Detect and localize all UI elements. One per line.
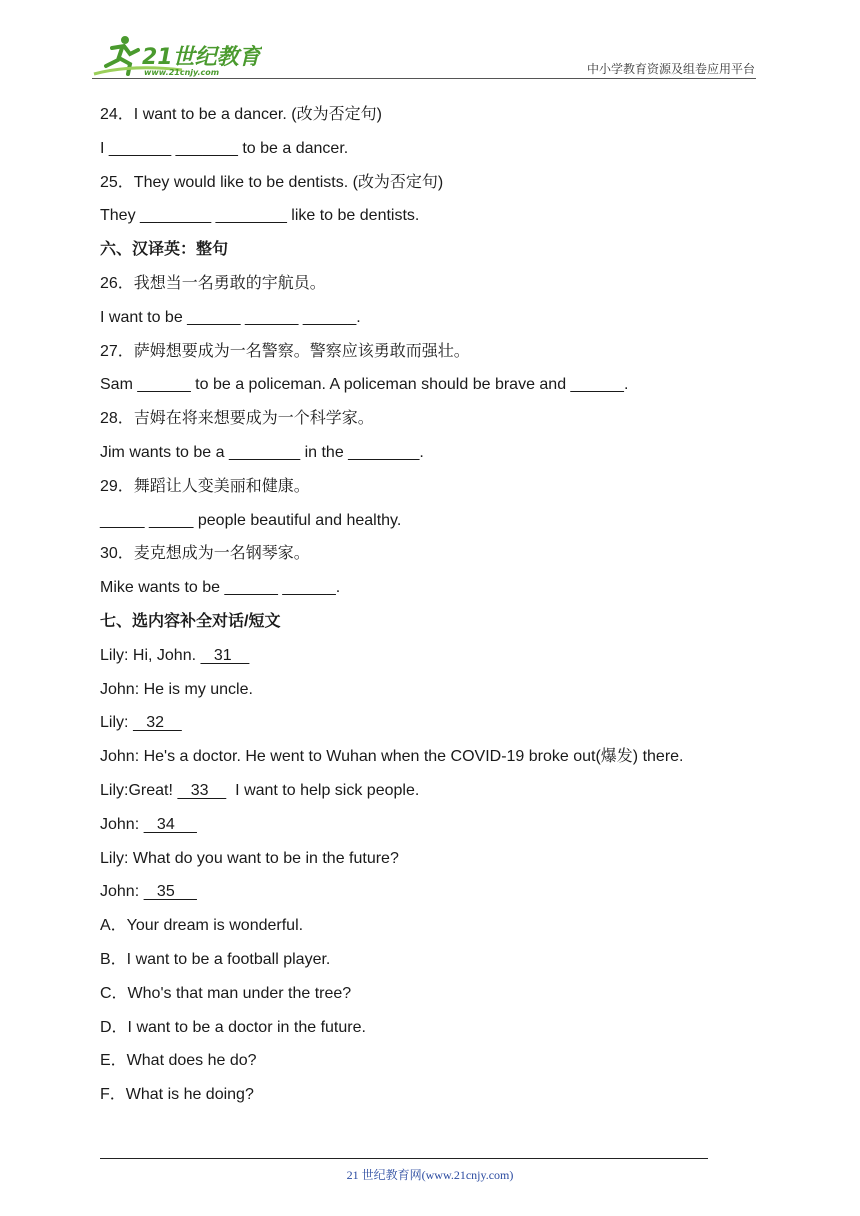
worksheet-line: 30．麦克想成为一名钢琴家。: [100, 545, 310, 563]
worksheet-line: A．Your dream is wonderful.: [100, 917, 304, 935]
worksheet-line: [100, 780, 760, 814]
header-divider: [92, 78, 756, 79]
answer-blank[interactable]: 35: [143, 883, 197, 901]
worksheet-line: I _______ _______ to be a dancer.: [100, 139, 349, 157]
worksheet-line: 29．舞蹈让人变美丽和健康。: [100, 477, 310, 495]
dialogue-speaker: John:: [100, 883, 144, 901]
worksheet-line: E．What does he do?: [100, 1052, 257, 1070]
worksheet-line: Lily: What do you want to be in the future?: [100, 849, 399, 867]
worksheet-line: John: He is my uncle.: [100, 680, 253, 698]
worksheet-line: Sam ______ to be a policeman. A policeman should be brave and ______.: [100, 376, 629, 394]
section-heading: 六、汉译英：整句: [100, 241, 229, 259]
worksheet-line: D．I want to be a doctor in the future.: [100, 1018, 366, 1036]
worksheet-line: Jim wants to be a ________ in the ________.: [100, 443, 424, 461]
worksheet-line: I want to be ______ ______ ______.: [100, 308, 361, 326]
worksheet-content: [100, 104, 760, 1118]
platform-tagline: 中小学教育资源及组卷应用平台: [586, 62, 755, 76]
runner-logo-icon: [92, 34, 262, 78]
footer-divider: [100, 1158, 708, 1159]
dialogue-suffix: I want to help sick people.: [226, 781, 420, 799]
answer-blank[interactable]: 31: [200, 646, 250, 664]
worksheet-line: John: He's a doctor. He went to Wuhan when the COVID-19 broke out(爆发) there.: [100, 748, 684, 766]
worksheet-line: F．What is he doing?: [100, 1086, 254, 1104]
worksheet-line: 27．萨姆想要成为一名警察。警察应该勇敢而强壮。: [100, 342, 470, 360]
answer-blank[interactable]: 34: [143, 815, 197, 833]
worksheet-line: [100, 645, 760, 679]
worksheet-line: 28．吉姆在将来想要成为一个科学家。: [100, 410, 374, 428]
answer-blank[interactable]: 32: [132, 714, 182, 732]
svg-text:www.21cnjy.com: www.21cnjy.com: [144, 68, 220, 77]
worksheet-line: C．Who's that man under the tree?: [100, 984, 352, 1002]
site-logo: [92, 34, 262, 78]
page-header: [0, 0, 860, 90]
worksheet-line: [100, 712, 760, 746]
section-heading: 七、选内容补全对话/短文: [100, 612, 281, 630]
worksheet-line: [100, 814, 760, 848]
dialogue-speaker: Lily: Hi, John.: [100, 646, 201, 664]
worksheet-line: _____ _____ people beautiful and healthy.: [100, 511, 402, 529]
dialogue-speaker: Lily:Great!: [100, 781, 178, 799]
svg-text:21世纪教育: 21世纪教育: [142, 45, 261, 70]
answer-blank[interactable]: 33: [177, 781, 227, 799]
worksheet-line: Mike wants to be ______ ______.: [100, 579, 341, 597]
worksheet-line: 25．They would like to be dentists. (改为否定句): [100, 173, 444, 191]
worksheet-line: B．I want to be a football player.: [100, 950, 331, 968]
worksheet-line: 26．我想当一名勇敢的宇航员。: [100, 274, 326, 292]
dialogue-speaker: Lily:: [100, 714, 133, 732]
worksheet-line: They ________ ________ like to be dentists.: [100, 207, 420, 225]
footer-source: 21 世纪教育网(www.21cnjy.com): [346, 1168, 514, 1182]
worksheet-line: [100, 881, 760, 915]
worksheet-line: 24．I want to be a dancer. (改为否定句): [100, 106, 382, 123]
dialogue-speaker: John:: [100, 815, 144, 833]
